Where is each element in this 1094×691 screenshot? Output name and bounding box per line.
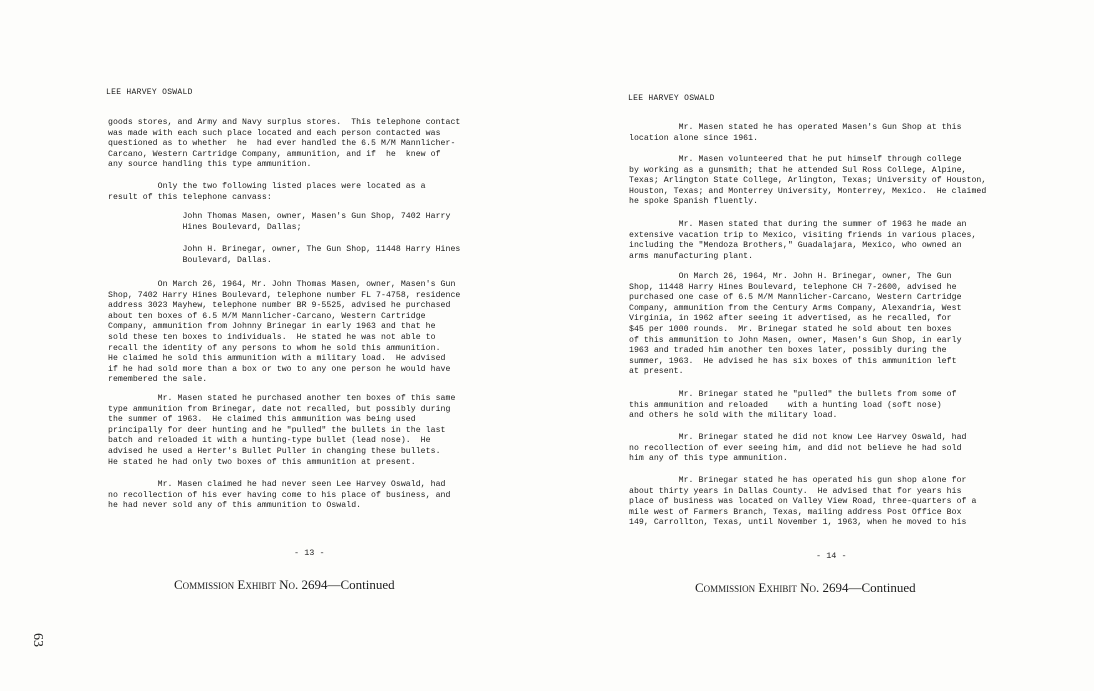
paragraph: John H. Brinegar, owner, The Gun Shop, 11448 Harry Hines Boulevard, Dallas. bbox=[182, 245, 461, 265]
paragraph: On March 26, 1964, Mr. John Thomas Masen, owner, Masen's Gun Shop, 7402 Harry Hines Boulevard, telephone number FL 7-4758, residence address 3023 Mayhew, telephone number BR 9-5525, advised he purchased about ten boxes of 6.5 M/M Mannlicher-Carcano, Western Cartridge Company, ammunition from Johnny Brinegar in early 1963 and that he sold these ten boxes to individuals. He stated he was not able to recall the identity of any persons to whom he sold this ammunition. He claimed he sold this ammunition with a military load. He advised if he had sold more than a box or two to any one person he would have remembered the sale. bbox=[108, 280, 461, 385]
page-header: LEE HARVEY OSWALD bbox=[628, 94, 715, 103]
caption-suffix: 2694—Continued bbox=[301, 577, 395, 592]
paragraph: goods stores, and Army and Navy surplus stores. This telephone contact was made with each such place located and each person contacted was questioned as to whether he had ever handled the 6.5 M/M Mannlicher- Carcano, Western Cartridge Company, ammunition, and if he knew of any source handling this type ammunition. bbox=[108, 118, 461, 170]
paragraph: Mr. Brinegar stated he has operated his gun shop alone for about thirty years in Dallas County. He advised that for years his place of business was located on Valley View Road, three-quarters of a mile west of Farmers Branch, Texas, mailing address Post Office Box 149, Carrollton, Texas, until November 1, 1963, when he moved to his bbox=[629, 476, 977, 528]
paragraph: John Thomas Masen, owner, Masen's Gun Shop, 7402 Harry Hines Boulevard, Dallas; bbox=[182, 212, 451, 232]
paragraph: On March 26, 1964, Mr. John H. Brinegar, owner, The Gun Shop, 11448 Harry Hines Boulevard, telephone CH 7-2600, advised he purchased one case of 6.5 M/M Mannlicher-Carcano, Western Cartridge Company, ammunition from the Century Arms Company, Alexandria, West Virginia, in 1962 after seeing it advertised, as he recalled, for $45 per 1000 rounds. Mr. Brinegar stated he sold about ten boxes of this ammunition to John Masen, owner, Masen's Gun Shop, in early 1963 and traded him another ten boxes later, possibly during the summer, 1963. He advised he has six boxes of this ammunition left at present. bbox=[629, 272, 962, 377]
caption-prefix: Commission Exhibit No. bbox=[174, 577, 299, 592]
paragraph: Mr. Masen stated that during the summer of 1963 he made an extensive vacation trip to Mexico, visiting friends in various places, including the "Mendoza Brothers," Guadalajara, Mexico, who owned an arms manufacturing plant. bbox=[629, 220, 977, 261]
page-number: - 14 - bbox=[816, 551, 847, 561]
caption-prefix: Commission Exhibit No. bbox=[695, 580, 820, 595]
margin-page-number: 63 bbox=[30, 633, 45, 647]
paragraph: Mr. Masen stated he purchased another ten boxes of this same type ammunition from Brinegar, date not recalled, but possibly during the summer of 1963. He claimed this ammunition was being used principally for deer hunting and he "pulled" the bullets in the last batch and reloaded it with a hunting-type bullet (lead nose). He advised he used a Herter's Bullet Puller in changing these bullets. He stated he had only two boxes of this ammunition at present. bbox=[108, 394, 456, 467]
caption-suffix: 2694—Continued bbox=[822, 580, 916, 595]
left-page bbox=[0, 0, 540, 691]
exhibit-caption bbox=[174, 577, 395, 593]
page-header: LEE HARVEY OSWALD bbox=[106, 88, 193, 97]
paragraph: Only the two following listed places were located as a result of this telephone canvass: bbox=[108, 182, 426, 202]
paragraph: Mr. Masen stated he has operated Masen's Gun Shop at this location alone since 1961. bbox=[629, 123, 962, 143]
paragraph: Mr. Brinegar stated he did not know Lee Harvey Oswald, had no recollection of ever seeing him, and did not believe he had sold him any of this type ammunition. bbox=[629, 433, 967, 464]
right-page bbox=[540, 0, 1094, 691]
paragraph: Mr. Masen volunteered that he put himself through college by working as a gunsmith; that he attended Sul Ross College, Alpine, Texas; Arlington State College, Arlington, Texas; University of Houston, Houston, Texas; and Monterrey University, Monterrey, Mexico. He claimed he spoke Spanish fluently. bbox=[629, 155, 987, 207]
page-number: - 13 - bbox=[294, 548, 325, 558]
paragraph: Mr. Brinegar stated he "pulled" the bullets from some of this ammunition and reloaded with a hunting load (soft nose) and others he sold with the military load. bbox=[629, 390, 957, 421]
exhibit-caption bbox=[695, 580, 916, 596]
paragraph: Mr. Masen claimed he had never seen Lee Harvey Oswald, had no recollection of his ever having come to his place of business, and he had never sold any of this ammunition to Oswald. bbox=[108, 480, 451, 511]
